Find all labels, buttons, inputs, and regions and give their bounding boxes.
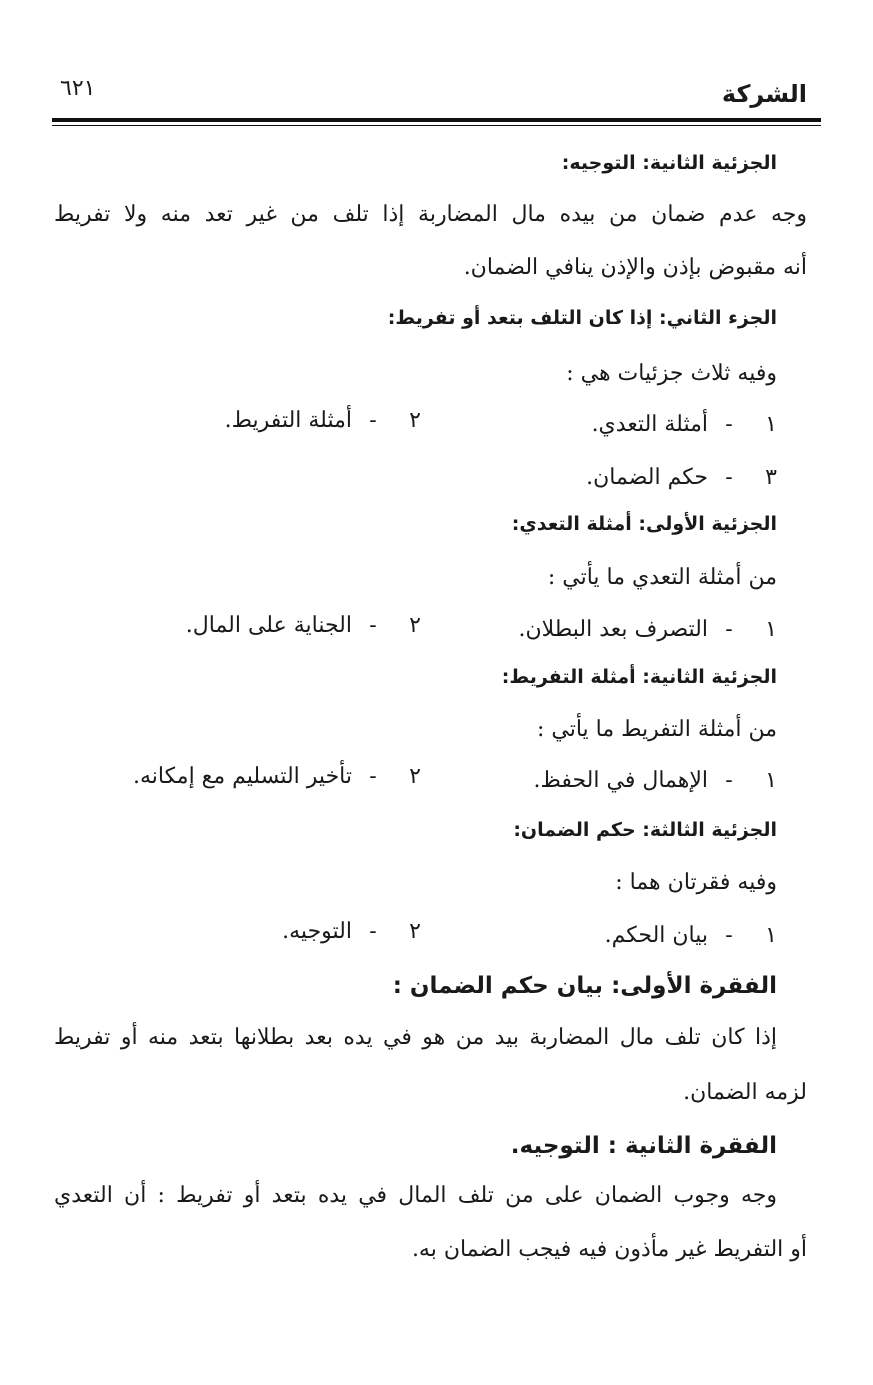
list-text: بيان الحكم. xyxy=(604,923,708,948)
list-item xyxy=(133,766,421,788)
list-item xyxy=(605,925,777,947)
list-dash: - xyxy=(725,412,733,437)
list-text: الإهمال في الحفظ. xyxy=(533,768,708,793)
list-text: حكم الضمان. xyxy=(586,465,708,490)
list-text: أمثلة التفريط. xyxy=(224,408,352,433)
list-item xyxy=(225,410,421,432)
paragraph-line: من أمثلة التعدي ما يأتي : xyxy=(547,565,777,590)
section-heading: الجزئية الثانية: أمثلة التفريط: xyxy=(501,666,777,688)
list-text: التصرف بعد البطلان. xyxy=(518,617,708,642)
list-dash: - xyxy=(369,613,377,638)
list-number: ١ xyxy=(765,412,777,437)
paragraph-line: من أمثلة التفريط ما يأتي : xyxy=(536,717,777,742)
list-item xyxy=(518,619,777,641)
list-number: ٢ xyxy=(409,919,421,944)
header-rule-thick xyxy=(52,118,821,122)
list-dash: - xyxy=(725,465,733,490)
paragraph-line: وجه عدم ضمان من بيده مال المضاربة إذا تلف من غير تعد منه ولا تفريط xyxy=(54,202,807,227)
paragraph-line: وفيه فقرتان هما : xyxy=(615,870,777,895)
list-text: تأخير التسليم مع إمكانه. xyxy=(133,764,352,789)
paragraph-line: أو التفريط غير مأذون فيه فيجب الضمان به. xyxy=(411,1237,807,1262)
list-number: ١ xyxy=(765,617,777,642)
list-dash: - xyxy=(725,617,733,642)
list-number: ٢ xyxy=(409,764,421,789)
section-heading: الفقرة الأولى: بيان حكم الضمان : xyxy=(392,973,777,999)
page-number: ٦٢١ xyxy=(60,76,96,101)
list-item xyxy=(533,770,777,792)
paragraph-line: أنه مقبوض بإذن والإذن ينافي الضمان. xyxy=(463,255,807,280)
list-text: أمثلة التعدي. xyxy=(591,412,708,437)
list-text: التوجيه. xyxy=(282,919,352,944)
list-number: ٣ xyxy=(765,465,777,490)
list-text: الجناية على المال. xyxy=(185,613,352,638)
header-rule-thin xyxy=(52,125,821,126)
list-number: ٢ xyxy=(409,613,421,638)
list-dash: - xyxy=(369,408,377,433)
list-item xyxy=(592,414,777,436)
list-item xyxy=(586,467,777,489)
section-heading: الجزئية الأولى: أمثلة التعدي: xyxy=(511,513,777,535)
paragraph-line: إذا كان تلف مال المضاربة بيد من هو في يده بعد بطلانها بتعد منه أو تفريط xyxy=(54,1025,777,1050)
list-dash: - xyxy=(725,923,733,948)
section-heading: الجزئية الثالثة: حكم الضمان: xyxy=(513,819,777,841)
list-dash: - xyxy=(369,919,377,944)
list-number: ٢ xyxy=(409,408,421,433)
list-dash: - xyxy=(725,768,733,793)
list-number: ١ xyxy=(765,923,777,948)
paragraph-line: لزمه الضمان. xyxy=(683,1080,807,1105)
running-header-title: الشركة xyxy=(721,80,807,108)
section-heading: الجزء الثاني: إذا كان التلف بتعد أو تفريط: xyxy=(387,307,777,329)
list-item xyxy=(186,615,421,637)
list-number: ١ xyxy=(765,768,777,793)
list-item xyxy=(282,921,421,943)
section-heading: الفقرة الثانية : التوجيه. xyxy=(510,1133,777,1159)
paragraph-line: وفيه ثلاث جزئيات هي : xyxy=(566,361,777,386)
list-dash: - xyxy=(369,764,377,789)
paragraph-line: وجه وجوب الضمان على من تلف المال في يده بتعد أو تفريط : أن التعدي xyxy=(54,1183,777,1208)
section-heading: الجزئية الثانية: التوجيه: xyxy=(561,152,777,174)
